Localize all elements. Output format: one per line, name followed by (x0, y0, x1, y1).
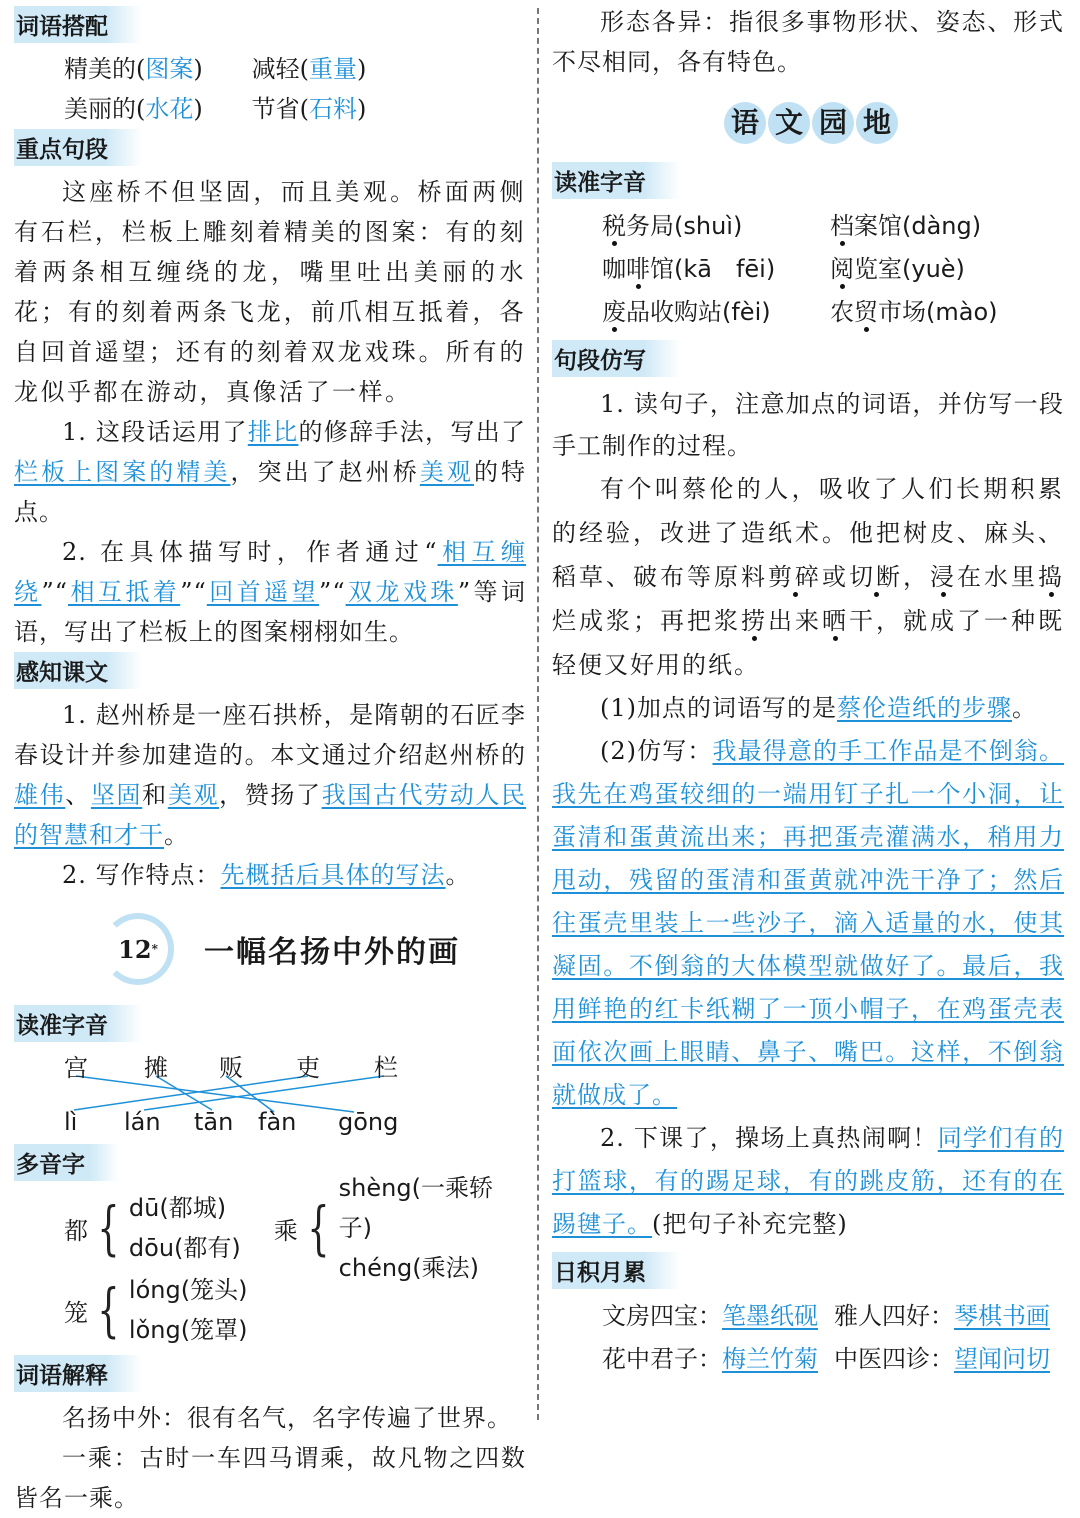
section-heading: 多音字 (14, 1144, 119, 1181)
pronunciation-list: 税务局(shuì) 档案馆(dàng) 咖啡馆(kā fēi) 阅览室(yuè) 废品收购站(fèi) 农贸市场(mào) (602, 212, 998, 326)
right-column (552, 0, 1064, 1381)
definition: 一乘：古时一车四马谓乘，故凡物之四数皆名一乘。 (14, 1444, 526, 1512)
lesson-number-badge: 12 * (102, 913, 174, 985)
model-passage: 有个叫蔡伦的人，吸收了人们长期积累的经验，改进了造纸术。他把树皮、麻头、稻草、破布等原料剪碎或切断，浸在水里捣烂成浆；再把浆捞出来晒干，就成了一种既轻便又好用的纸。 (552, 475, 1064, 679)
pinyin: gōng (338, 1108, 399, 1136)
pinyin: lán (124, 1108, 161, 1136)
unit-garden-title: 语 文 园 地 (724, 102, 1064, 144)
polyphone-item: 都 { dū(都城) dōu(都有) (64, 1194, 241, 1262)
section-heading: 日积月累 (552, 1252, 680, 1289)
question-1: 1. 这段话运用了排比的修辞手法，写出了栏板上图案的精美，突出了赵州桥美观的特点。 (14, 418, 527, 526)
question-1b: (2)仿写：我最得意的手工作品是不倒翁。我先在鸡蛋较细的一端用钉子扎一个小洞，让蛋清和蛋黄流出来；再把蛋壳灌满水，稍用力甩动，残留的蛋清和蛋黄就冲洗干净了；然后往蛋壳里装上一些沙子，滴入适量的水，使其凝固。不倒翁的大体模型就做好了。最后，我用鲜艳的红卡纸糊了一顶小帽子，在鸡蛋壳表面依次画上眼睛、鼻子、嘴巴。这样，不倒翁就做成了。 (552, 737, 1064, 1109)
column-divider (537, 8, 539, 1420)
question-1a: (1)加点的词语写的是蔡伦造纸的步骤。 (600, 694, 1037, 722)
pinyin: lì (64, 1108, 78, 1136)
key-passage: 这座桥不但坚固，而且美观。桥面两侧有石栏，栏板上雕刻着精美的图案：有的刻着两条相互缠绕的龙，嘴里吐出美丽的水花；有的刻着两条飞龙，前爪相互抵着，各自回首遥望；还有的刻着双龙戏珠。所有的龙似乎都在游动，真像活了一样。 (14, 178, 526, 406)
section-heading: 感知课文 (14, 652, 142, 689)
section-heading: 词语搭配 (14, 6, 142, 43)
question-2: 2. 写作特点：先概括后具体的写法。 (62, 861, 471, 889)
left-column (14, 0, 526, 1518)
question-2: 2. 在具体描写时，作者通过“相互缠绕”“相互抵着”“回首遥望”“双龙戏珠”等词语，写出了栏板上的图案栩栩如生。 (14, 538, 527, 646)
polyphone-row (14, 1174, 526, 1282)
polyphone-item: 笼 { lóng(笼头) lǒng(笼罩) (64, 1276, 248, 1344)
section-heading: 重点句段 (14, 129, 142, 166)
polyphone-item: 乘 { shèng(一乘轿子) chéng(乘法) (273, 1174, 493, 1282)
pinyin: fàn (258, 1108, 297, 1136)
section-heading: 词语解释 (14, 1355, 142, 1392)
char: 吏 (296, 1054, 320, 1082)
definition: 形态各异：指很多事物形状、姿态、形式不尽相同，各有特色。 (552, 8, 1064, 76)
collocation-row: 美丽的(水花) 节省(石料) (64, 95, 367, 123)
match-line (74, 1076, 308, 1110)
char: 摊 (144, 1054, 168, 1082)
question-1: 1. 赵州桥是一座石拱桥，是隋朝的石匠李春设计并参加建造的。本文通过介绍赵州桥的雄伟、坚固和美观，赞扬了我国古代劳动人民的智慧和才干。 (14, 701, 527, 849)
question-2: 2. 下课了，操场上真热闹啊！同学们有的打篮球，有的踢足球，有的跳皮筋，还有的在踢毽子。(把句子补充完整) (552, 1124, 1065, 1238)
char: 栏 (374, 1054, 398, 1082)
section-heading: 句段仿写 (552, 340, 680, 377)
char: 贩 (219, 1054, 243, 1082)
collocation-row: 精美的(图案) 减轻(重量) (64, 55, 367, 83)
section-heading: 读准字音 (14, 1005, 142, 1042)
definition: 名扬中外：很有名气，名字传遍了世界。 (62, 1404, 512, 1432)
pinyin: tān (194, 1108, 234, 1136)
lesson-title: 一幅名扬中外的画 (204, 935, 460, 970)
section-heading: 读准字音 (552, 162, 680, 199)
lesson-title-block (102, 913, 526, 985)
char: 宫 (64, 1054, 88, 1082)
pinyin-matching (64, 1048, 526, 1138)
accumulation-list: 文房四宝：笔墨纸砚 雅人四好：琴棋书画 花中君子：梅兰竹菊 中医四诊：望闻问切 (602, 1302, 1050, 1373)
question-1: 1. 读句子，注意加点的词语，并仿写一段手工制作的过程。 (552, 390, 1064, 460)
